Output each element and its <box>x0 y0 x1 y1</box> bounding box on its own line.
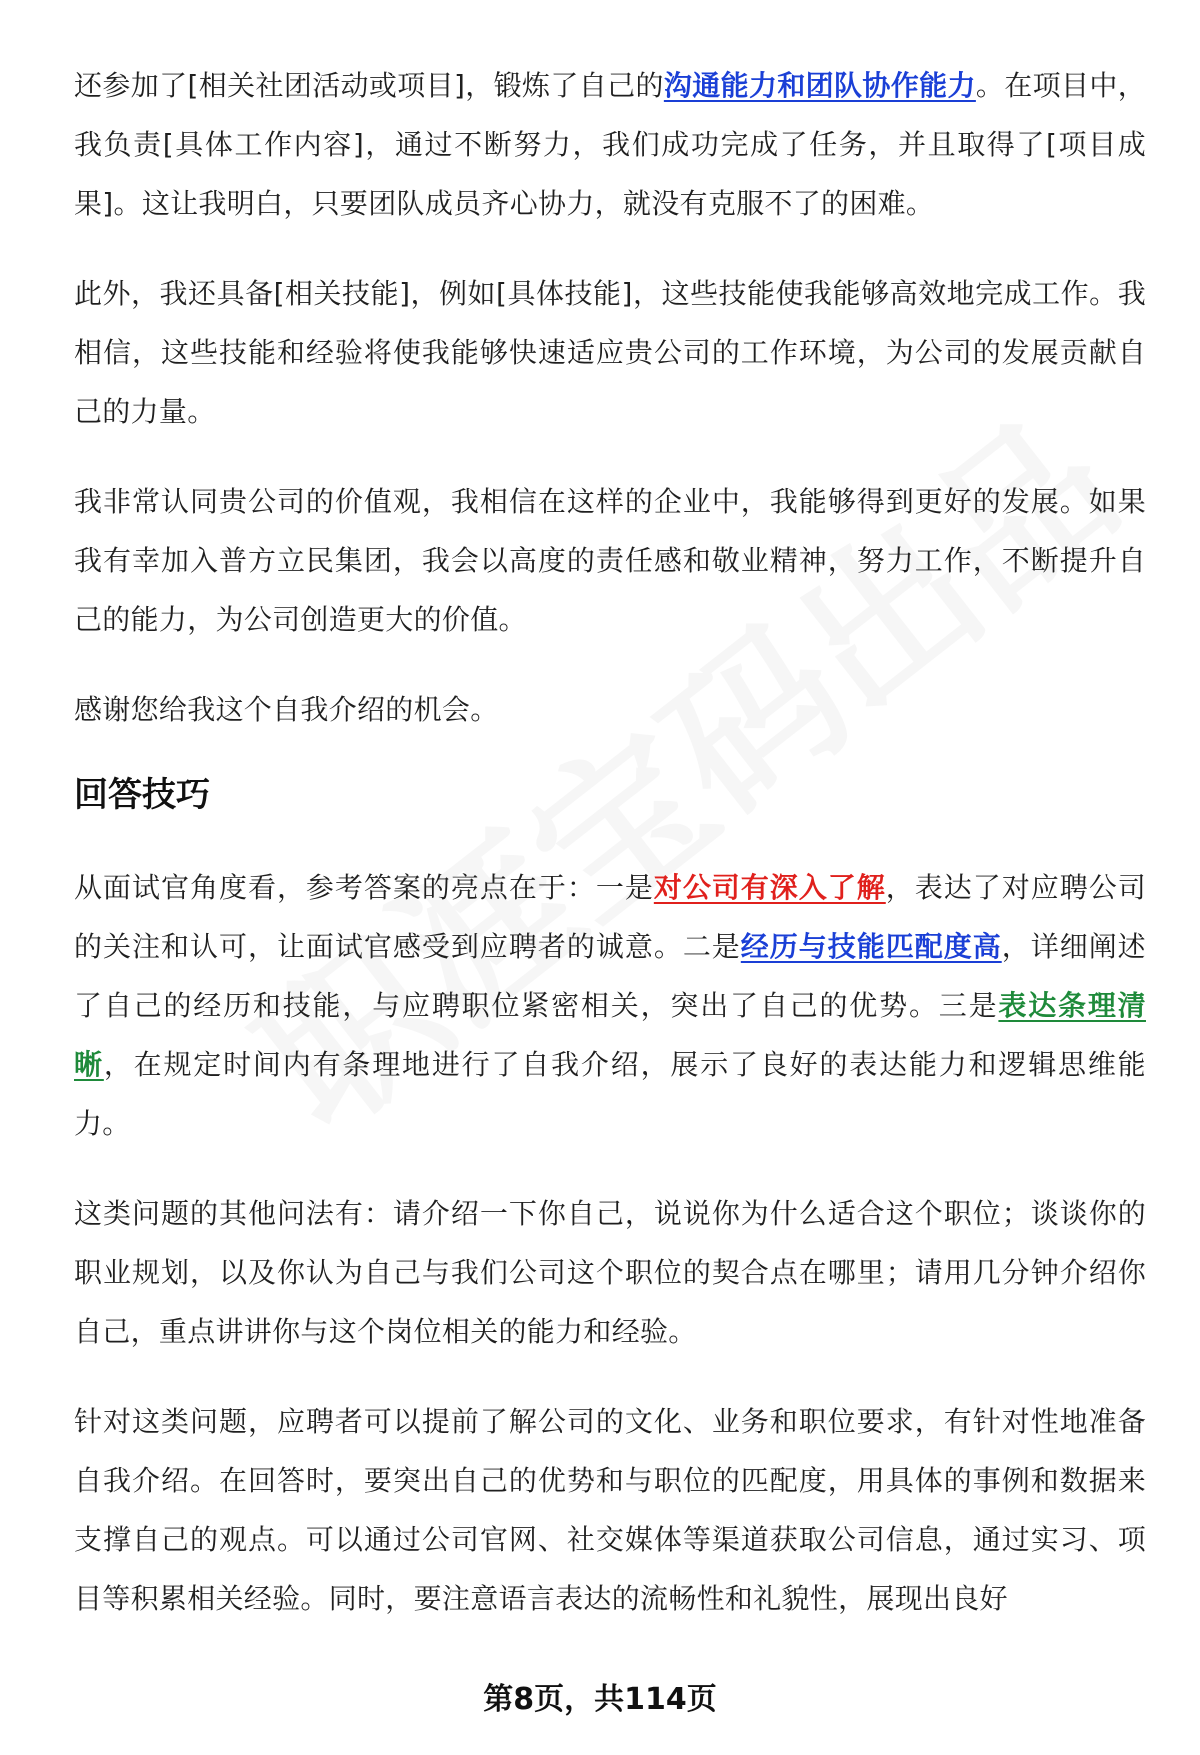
paragraph <box>74 680 1146 739</box>
page-number: 第8页，共114页 <box>483 1682 717 1717</box>
highlight-link[interactable]: 经历与技能匹配度高 <box>740 930 1002 963</box>
highlight-text: 表达条理清晰 <box>74 989 1146 1081</box>
paragraph <box>74 1392 1146 1628</box>
paragraph-text: ，在规定时间内有条理地进行了自我介绍，展示了良好的表达能力和逻辑思维能力。 <box>74 1048 1146 1140</box>
paragraph <box>74 56 1146 233</box>
document-page <box>74 56 1146 1659</box>
paragraph-text: 。在项目中，我负责[具体工作内容]，通过不断努力，我们成功完成了任务，并且取得了[项目成果]。这让我明白，只要团队成员齐心协力，就没有克服不了的困难。 <box>74 69 1146 220</box>
paragraph-text: 针对这类问题，应聘者可以提前了解公司的文化、业务和职位要求，有针对性地准备自我介绍。在回答时，要突出自己的优势和与职位的匹配度，用具体的事例和数据来支撑自己的观点。可以通过公司官网、社交媒体等渠道获取公司信息，通过实习、项目等积累相关经验。同时，要注意语言表达的流畅性和礼貌性，展现出良好 <box>74 1405 1146 1615</box>
paragraph-text: 还参加了[相关社团活动或项目]，锻炼了自己的 <box>74 69 664 102</box>
section-heading: 回答技巧 <box>74 775 210 815</box>
paragraph-text: ，表达了对应聘公司的关注和认可，让面试官感受到应聘者的诚意。二是 <box>74 871 1146 963</box>
paragraph <box>74 858 1146 1153</box>
tips-body <box>74 858 1146 1628</box>
paragraph-text: 从面试官角度看，参考答案的亮点在于：一是 <box>74 871 654 904</box>
paragraph-text: ，详细阐述了自己的经历和技能，与应聘职位紧密相关，突出了自己的优势。三是 <box>74 930 1146 1022</box>
highlight-link[interactable]: 沟通能力和团队协作能力 <box>663 69 976 102</box>
paragraph-text: 此外，我还具备[相关技能]，例如[具体技能]，这些技能使我能够高效地完成工作。我相信，这些技能和经验将使我能够快速适应贵公司的工作环境，为公司的发展贡献自己的力量。 <box>74 277 1146 428</box>
paragraph <box>74 1184 1146 1361</box>
paragraph <box>74 264 1146 441</box>
paragraph-text: 这类问题的其他问法有：请介绍一下你自己，说说你为什么适合这个职位；谈谈你的职业规划，以及你认为自己与我们公司这个职位的契合点在哪里；请用几分钟介绍你自己，重点讲讲你与这个岗位相关的能力和经验。 <box>74 1197 1146 1348</box>
paragraph <box>74 472 1146 649</box>
paragraph-text: 我非常认同贵公司的价值观，我相信在这样的企业中，我能够得到更好的发展。如果我有幸加入普方立民集团，我会以高度的责任感和敬业精神，努力工作，不断提升自己的能力，为公司创造更大的价值。 <box>74 485 1146 636</box>
answer-body <box>74 56 1146 739</box>
highlight-text: 对公司有深入了解 <box>653 871 886 904</box>
paragraph-text: 感谢您给我这个自我介绍的机会。 <box>74 693 499 726</box>
